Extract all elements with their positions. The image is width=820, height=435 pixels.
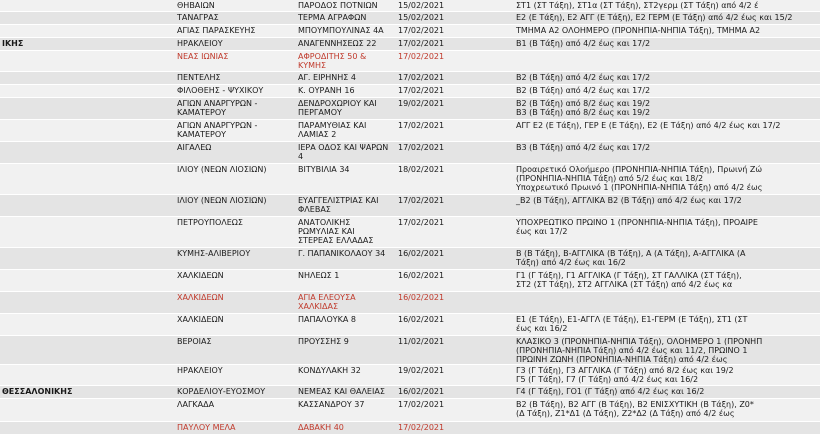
date-cell: 17/02/2021 <box>395 72 513 85</box>
table-row <box>0 0 820 12</box>
area-cell: ΚΟΡΔΕΛΙΟΥ-ΕΥΟΣΜΟΥ <box>172 386 295 399</box>
area-cell: ΙΛΙΟΥ (ΝΕΩΝ ΛΙΟΣΙΩΝ) <box>172 164 295 195</box>
area-cell: ΧΑΛΚΙΔΕΩΝ <box>172 292 295 314</box>
classes-cell: Προαιρετικό Ολοήμερο (ΠΡΟΝΗΠΙΑ-ΝΗΠΙΑ Τάξη), Πρωινή Ζώ (ΠΡΟΝΗΠΙΑ-ΝΗΠΙΑ Τάξη) από 5/2 έως και 18/2 Υποχρεωτικό Πρωινό 1 (ΠΡΟΝΗΠΙΑ-ΝΗΠΙΑ Τάξη) από 4/2 έως <box>513 164 820 195</box>
region-cell <box>0 72 172 85</box>
region-cell <box>0 98 172 120</box>
address-cell: ΜΠΟΥΜΠΟΥΛΙΝΑΣ 4Α <box>295 25 395 38</box>
address-cell: ΠΑΡΑΜΥΘΙΑΣ ΚΑΙ ΛΑΜΙΑΣ 2 <box>295 120 395 142</box>
table-row <box>0 142 820 164</box>
area-cell: ΙΛΙΟΥ (ΝΕΩΝ ΛΙΟΣΙΩΝ) <box>172 195 295 217</box>
classes-cell: ΣΤ1 (ΣΤ Τάξη), ΣΤ1α (ΣΤ Τάξη), ΣΤ2γερμ (ΣΤ Τάξη) από 4/2 έ <box>513 0 820 12</box>
date-cell: 17/02/2021 <box>395 120 513 142</box>
classes-cell: Γ1 (Γ Τάξη), Γ1 ΑΓΓΛΙΚΑ (Γ Τάξη), ΣΤ ΓΑΛΛΙΚΑ (ΣΤ Τάξη), ΣΤ2 (ΣΤ Τάξη), ΣΤ2 ΑΓΓΛΙΚΑ (ΣΤ Τάξη) από 4/2 έως κα <box>513 270 820 292</box>
address-cell: ΔΑΒΑΚΗ 40 <box>295 422 395 435</box>
date-cell: 16/02/2021 <box>395 292 513 314</box>
classes-cell: ΑΓΓ Ε2 (Ε Τάξη), ΓΕΡ Ε (Ε Τάξη), Ε2 (Ε Τάξη) από 4/2 έως και 17/2 <box>513 120 820 142</box>
date-cell: 16/02/2021 <box>395 248 513 270</box>
classes-cell: Β2 (Β Τάξη) από 4/2 έως και 17/2 <box>513 72 820 85</box>
table-row <box>0 25 820 38</box>
date-cell: 17/02/2021 <box>395 85 513 98</box>
region-cell <box>0 12 172 25</box>
area-cell: ΠΕΤΡΟΥΠΟΛΕΩΣ <box>172 217 295 248</box>
classes-cell: _Β2 (Β Τάξη), ΑΓΓΛΙΚΑ Β2 (Β Τάξη) από 4/2 έως και 17/2 <box>513 195 820 217</box>
table-row <box>0 386 820 399</box>
classes-cell: ΤΜΗΜΑ Α2 ΟΛΟΗΜΕΡΟ (ΠΡΟΝΗΠΙΑ-ΝΗΠΙΑ Τάξη), ΤΜΗΜΑ Α2 <box>513 25 820 38</box>
region-cell <box>0 248 172 270</box>
classes-cell: Β3 (Β Τάξη) από 4/2 έως και 17/2 <box>513 142 820 164</box>
date-cell: 17/02/2021 <box>395 217 513 248</box>
table-row <box>0 120 820 142</box>
table-row <box>0 270 820 292</box>
area-cell: ΧΑΛΚΙΔΕΩΝ <box>172 270 295 292</box>
area-cell: ΘΗΒΑΙΩΝ <box>172 0 295 12</box>
address-cell: ΚΑΣΣΑΝΔΡΟΥ 37 <box>295 399 395 422</box>
classes-cell: Γ4 (Γ Τάξη), ΓΟ1 (Γ Τάξη) από 4/2 έως και 16/2 <box>513 386 820 399</box>
date-cell: 19/02/2021 <box>395 98 513 120</box>
table-row <box>0 314 820 336</box>
address-cell: ΑΝΑΓΕΝΝΗΣΕΩΣ 22 <box>295 38 395 51</box>
address-cell: ΝΗΛΕΩΣ 1 <box>295 270 395 292</box>
address-cell: Κ. ΟΥΡΑΝΗ 16 <box>295 85 395 98</box>
address-cell: ΠΑΡΟΔΟΣ ΠΟΤΝΙΩΝ <box>295 0 395 12</box>
classes-cell: Β2 (Β Τάξη) από 8/2 έως και 19/2 Β3 (Β Τάξη) από 8/2 έως και 19/2 <box>513 98 820 120</box>
table-row <box>0 72 820 85</box>
region-cell: ΙΚΗΣ <box>0 38 172 51</box>
region-cell: ΘΕΣΣΑΛΟΝΙΚΗΣ <box>0 386 172 399</box>
area-cell: ΤΑΝΑΓΡΑΣ <box>172 12 295 25</box>
address-cell: Γ. ΠΑΠΑΝΙΚΟΛΑΟΥ 34 <box>295 248 395 270</box>
classes-cell <box>513 51 820 72</box>
area-cell: ΠΕΝΤΕΛΗΣ <box>172 72 295 85</box>
region-cell <box>0 270 172 292</box>
date-cell: 15/02/2021 <box>395 0 513 12</box>
region-cell <box>0 365 172 386</box>
region-cell <box>0 195 172 217</box>
date-cell: 17/02/2021 <box>395 38 513 51</box>
date-cell: 17/02/2021 <box>395 399 513 422</box>
date-cell: 16/02/2021 <box>395 314 513 336</box>
date-cell: 16/02/2021 <box>395 270 513 292</box>
region-cell <box>0 51 172 72</box>
date-cell: 18/02/2021 <box>395 164 513 195</box>
table-row <box>0 399 820 422</box>
date-cell: 17/02/2021 <box>395 422 513 435</box>
address-cell: ΕΥΑΓΓΕΛΙΣΤΡΙΑΣ ΚΑΙ ΦΛΕΒΑΣ <box>295 195 395 217</box>
address-cell: ΙΕΡΑ ΟΔΟΣ ΚΑΙ ΨΑΡΩΝ 4 <box>295 142 395 164</box>
address-cell: ΑΓΙΑ ΕΛΕΟΥΣΑ ΧΑΛΚΙΔΑΣ <box>295 292 395 314</box>
table-row <box>0 98 820 120</box>
classes-cell: Β2 (Β Τάξη), Β2 ΑΓΓ (Β Τάξη), Β2 ΕΝΙΣΧΥΤΙΚΗ (Β Τάξη), Ζ0* (Δ Τάξη), Ζ1*Δ1 (Δ Τάξη), Ζ2*Δ2 (Δ Τάξη) από 4/2 έως <box>513 399 820 422</box>
address-cell: ΑΦΡΟΔΙΤΗΣ 50 & ΚΥΜΗΣ <box>295 51 395 72</box>
date-cell: 11/02/2021 <box>395 336 513 365</box>
region-cell <box>0 314 172 336</box>
classes-cell: Β2 (Β Τάξη) από 4/2 έως και 17/2 <box>513 85 820 98</box>
region-cell <box>0 120 172 142</box>
classes-cell: ΥΠΟΧΡΕΩΤΙΚΟ ΠΡΩΙΝΟ 1 (ΠΡΟΝΗΠΙΑ-ΝΗΠΙΑ Τάξη), ΠΡΟΑΙΡΕ έως και 17/2 <box>513 217 820 248</box>
date-cell: 17/02/2021 <box>395 51 513 72</box>
address-cell: ΠΑΠΑΛΟΥΚΑ 8 <box>295 314 395 336</box>
area-cell: ΝΕΑΣ ΙΩΝΙΑΣ <box>172 51 295 72</box>
address-cell: ΠΡΟΥΣΣΗΣ 9 <box>295 336 395 365</box>
classes-cell: Ε2 (Ε Τάξη), Ε2 ΑΓΓ (Ε Τάξη), Ε2 ΓΕΡΜ (Ε Τάξη) από 4/2 έως και 15/2 <box>513 12 820 25</box>
address-cell: ΑΓ. ΕΙΡΗΝΗΣ 4 <box>295 72 395 85</box>
date-cell: 19/02/2021 <box>395 365 513 386</box>
region-cell <box>0 422 172 435</box>
date-cell: 17/02/2021 <box>395 25 513 38</box>
address-cell: ΚΟΝΔΥΛΑΚΗ 32 <box>295 365 395 386</box>
region-cell <box>0 0 172 12</box>
region-cell <box>0 85 172 98</box>
table-row <box>0 195 820 217</box>
classes-cell: Γ3 (Γ Τάξη), Γ3 ΑΓΓΛΙΚΑ (Γ Τάξη) από 8/2 έως και 19/2 Γ5 (Γ Τάξη), Γ7 (Γ Τάξη) από 4/2 έως και 16/2 <box>513 365 820 386</box>
region-cell <box>0 399 172 422</box>
table-row <box>0 217 820 248</box>
table-row <box>0 38 820 51</box>
area-cell: ΧΑΛΚΙΔΕΩΝ <box>172 314 295 336</box>
address-cell: ΑΝΑΤΟΛΙΚΗΣ ΡΩΜΥΛΙΑΣ ΚΑΙ ΣΤΕΡΕΑΣ ΕΛΛΑΔΑΣ <box>295 217 395 248</box>
table-row <box>0 422 820 435</box>
area-cell: ΒΕΡΟΙΑΣ <box>172 336 295 365</box>
region-cell <box>0 292 172 314</box>
date-cell: 17/02/2021 <box>395 195 513 217</box>
table-row <box>0 248 820 270</box>
date-cell: 15/02/2021 <box>395 12 513 25</box>
table-row <box>0 51 820 72</box>
area-cell: ΠΑΥΛΟΥ ΜΕΛΑ <box>172 422 295 435</box>
region-cell <box>0 164 172 195</box>
region-cell <box>0 217 172 248</box>
region-cell <box>0 25 172 38</box>
area-cell: ΑΓΙΑΣ ΠΑΡΑΣΚΕΥΗΣ <box>172 25 295 38</box>
area-cell: ΚΥΜΗΣ-ΑΛΙΒΕΡΙΟΥ <box>172 248 295 270</box>
area-cell: ΛΑΓΚΑΔΑ <box>172 399 295 422</box>
table-row <box>0 292 820 314</box>
area-cell: ΑΓΙΩΝ ΑΝΑΡΓΥΡΩΝ - ΚΑΜΑΤΕΡΟΥ <box>172 120 295 142</box>
address-cell: ΔΕΝΔΡΟΧΩΡΙΟΥ ΚΑΙ ΠΕΡΓΑΜΟΥ <box>295 98 395 120</box>
area-cell: ΗΡΑΚΛΕΙΟΥ <box>172 365 295 386</box>
area-cell: ΗΡΑΚΛΕΙΟΥ <box>172 38 295 51</box>
area-cell: ΑΓΙΩΝ ΑΝΑΡΓΥΡΩΝ - ΚΑΜΑΤΕΡΟΥ <box>172 98 295 120</box>
table-row <box>0 336 820 365</box>
classes-cell: Ε1 (Ε Τάξη), Ε1-ΑΓΓΛ (Ε Τάξη), Ε1-ΓΕΡΜ (Ε Τάξη), ΣΤ1 (ΣΤ έως και 16/2 <box>513 314 820 336</box>
area-cell: ΑΙΓΑΛΕΩ <box>172 142 295 164</box>
area-cell: ΦΙΛΟΘΕΗΣ - ΨΥΧΙΚΟΥ <box>172 85 295 98</box>
address-cell: ΝΕΜΕΑΣ ΚΑΙ ΘΑΛΕΙΑΣ <box>295 386 395 399</box>
table-row <box>0 164 820 195</box>
classes-cell <box>513 292 820 314</box>
table-row <box>0 85 820 98</box>
classes-cell: Β (Β Τάξη), Β-ΑΓΓΛΙΚΑ (Β Τάξη), Α (Α Τάξη), Α-ΑΓΓΛΙΚΑ (Α Τάξη) από 4/2 έως και 16/2 <box>513 248 820 270</box>
date-cell: 17/02/2021 <box>395 142 513 164</box>
table-row <box>0 12 820 25</box>
address-cell: ΒΙΤΥΒΙΛΙΑ 34 <box>295 164 395 195</box>
address-cell: ΤΕΡΜΑ ΑΓΡΑΦΩΝ <box>295 12 395 25</box>
date-cell: 16/02/2021 <box>395 386 513 399</box>
classes-cell: Β1 (Β Τάξη) από 4/2 έως και 17/2 <box>513 38 820 51</box>
classes-cell <box>513 422 820 435</box>
classes-cell: ΚΛΑΣΙΚΟ 3 (ΠΡΟΝΗΠΙΑ-ΝΗΠΙΑ Τάξη), ΟΛΟΗΜΕΡΟ 1 (ΠΡΟΝΗΠ (ΠΡΟΝΗΠΙΑ-ΝΗΠΙΑ Τάξη) από 4/2 έως και 11/2, ΠΡΩΙΝΟ 1 ΠΡΩΙΝΗ ΖΩΝΗ (ΠΡΟΝΗΠΙΑ-ΝΗΠΙΑ Τάξη) από 4/2 έως <box>513 336 820 365</box>
region-cell <box>0 142 172 164</box>
table-row <box>0 365 820 386</box>
region-cell <box>0 336 172 365</box>
